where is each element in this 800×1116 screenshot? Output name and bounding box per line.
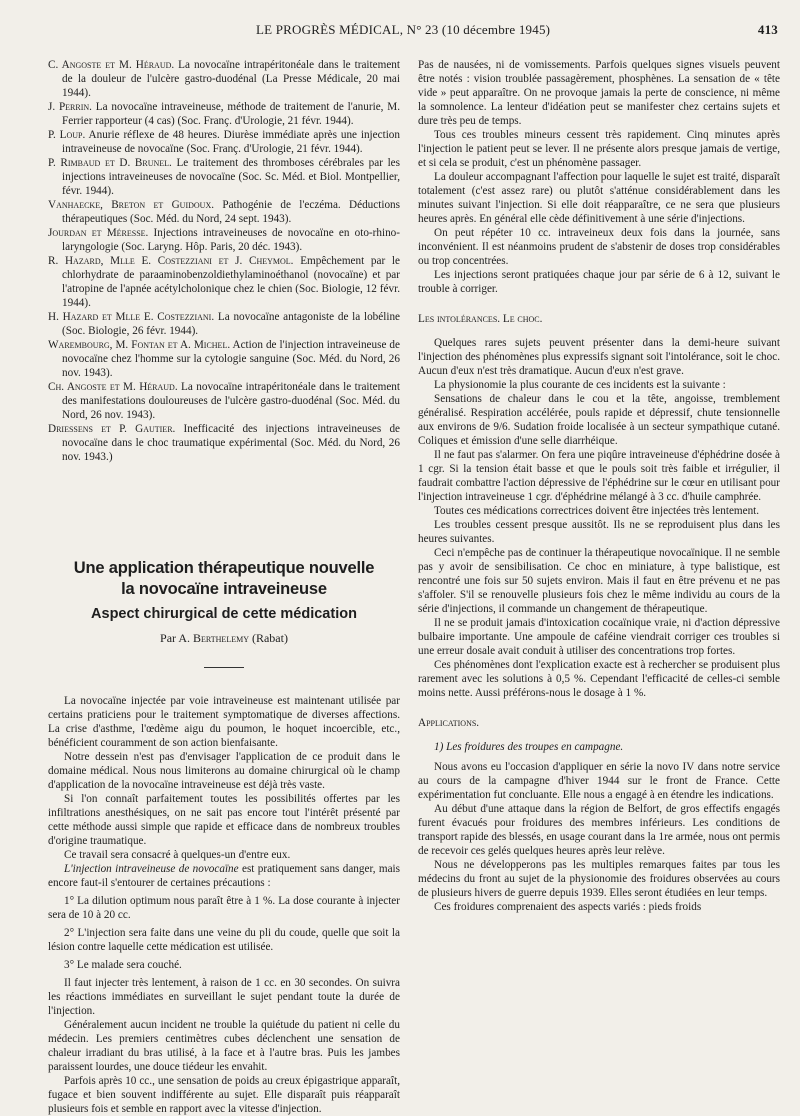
running-title: LE PROGRÈS MÉDICAL, N° 23 (10 décembre 1945) [256, 22, 551, 37]
reference-item: Ch. Angoste et M. Héraud. La novocaïne intrapéritonéale dans le traitement des manifestations douloureuses de l'ulcère gastro-duodénal (Soc. Méd. du Nord, 26 nov. 1943). [48, 381, 400, 421]
subsection-heading: 1) Les froidures des troupes en campagne. [434, 741, 624, 753]
article-heading [48, 558, 400, 668]
paragraph: Parfois après 10 cc., une sensation de poids au creux épigastrique apparaît, fugace et bien souvent indifférente au sujet. Elle disparaît puis réapparaît plusieurs fois et semble en rapport avec la vitesse d'injection. [48, 1075, 400, 1115]
article-byline: Par A. Berthelemy (Rabat) [160, 631, 288, 645]
paragraph: Ce travail sera consacré à quelques-un d'entre eux. [64, 849, 291, 861]
paragraph: Si l'on connaît parfaitement toutes les possibilités offertes par les infiltrations anesthésiques, on ne sait pas encore tout l'intérêt présenté par cette méthode aussi simple que rapide et efficace dans de nombreux troubles d'origine traumatique. [48, 793, 400, 847]
left-body-text [48, 694, 400, 1116]
paragraph: Généralement aucun incident ne trouble la quiétude du patient ni celle du médecin. Les premiers centimètres cubes déclenchent une sensation de chaleur irradiant du bras utilisé, à la face et à l'autre bras. Puis les jambes paraissent lourdes, une douce tiédeur les envahit. [48, 1019, 400, 1073]
page-number: 413 [757, 22, 778, 37]
paragraph: La douleur accompagnant l'affection pour laquelle le sujet est traité, disparaît totalement (c'est assez rare) ou plutôt s'atténue considérablement dans les minutes suivant l'injection. Si elle doit réapparaître, ce ne sera que plusieurs heures après. En général elle cède définitivement à une série d'injections. [418, 171, 780, 225]
reference-item: P. Rimbaud et D. Brunel. Le traitement des thromboses cérébrales par les injections intraveineuses de novocaïne (Soc. Sc. Méd. et Biol. Montpellier, févr. 1944). [48, 157, 400, 197]
references-list [48, 58, 400, 464]
paragraph: La novocaïne injectée par voie intraveineuse est maintenant utilisée par certains praticiens pour le traitement symptomatique de diverses affections. La crise d'asthme, l'œdème aigu du poumon, le hoquet incoercible, etc., bénéficient couramment de son action bienfaisante. [48, 695, 400, 749]
paragraph: Il ne faut pas s'alarmer. On fera une piqûre intraveineuse d'éphédrine dosée à 1 cgr. Si la tension était basse et que le pouls soit très faible et irrégulier, il faudrait combattre l'action dépressive de l'éphédrine sur le cœur en utilisant pour l'injection intraveineuse 1 cgr. d'éphédrine mélangé à 3 cc. d'huile camphrée. [418, 449, 780, 503]
paragraph: Pas de nausées, ni de vomissements. Parfois quelques signes visuels peuvent être notés : vision troublée passagèrement, phosphènes. La sensation de « tête vide » peut apparaître. On ne provoque jamais la perte de conscience, ni même la somnolence. La lenteur d'idéation peut se manifester chez certains sujets et dure très peu de temps. [418, 59, 780, 127]
section-heading-applications: Applications. [418, 717, 480, 729]
reference-item: Jourdan et Méresse. Injections intraveineuses de novocaïne en oto-rhino-laryngologie (Soc. Laryng. Hôp. Paris, 20 déc. 1943). [48, 227, 400, 253]
paragraph: Ces froidures comprenaient des aspects variés : pieds froids [434, 901, 702, 913]
paragraph: Il ne se produit jamais d'intoxication cocaïnique vraie, ni d'action dépressive bulbaire importante. Une ampoule de caféine viendrait corriger ces troubles si une erreur dosale avait conduit à utiliser des concentrations trop fortes. [418, 617, 780, 657]
title-divider [204, 667, 244, 668]
reference-item: Warembourg, M. Fontan et A. Michel. Action de l'injection intraveineuse de novocaïne chez l'homme sur la cytologie sanguine (Soc. Méd. du Nord, 26 nov. 1943). [48, 339, 400, 379]
right-column [418, 58, 780, 914]
paragraph: Les injections seront pratiquées chaque jour par série de 6 à 12, suivant le trouble à corriger. [418, 269, 780, 295]
reference-item: P. Loup. Anurie réflexe de 48 heures. Diurèse immédiate après une injection intraveineuse de novocaïne (Soc. Franç. d'Urologie, 21 févr. 1944). [48, 129, 400, 155]
article-title-line-1: Une application thérapeutique nouvelle [73, 559, 375, 577]
paragraph: 3° Le malade sera couché. [64, 959, 182, 971]
paragraph: 1° La dilution optimum nous paraît être à 1 %. La dose courante à injecter sera de 10 à 20 cc. [48, 895, 400, 921]
paragraph: On peut répéter 10 cc. intraveineux deux fois dans la journée, sans inconvénient. Il est néanmoins prudent de s'abstenir de doses trop considérables ou trop concentrées. [418, 227, 780, 267]
paragraph: Ces phénomènes dont l'explication exacte est à rechercher se produisent plus rarement avec les solutions à 0,5 %. Cependant l'efficacité de celles-ci semble moins nette. Aussi préférons-nous le dosage à 1 %. [418, 659, 780, 699]
reference-item: C. Angoste et M. Héraud. La novocaïne intrapéritonéale dans le traitement de la douleur de l'ulcère gastro-duodénal (La Presse Médicale, 20 mai 1944). [48, 59, 400, 99]
paragraph: Notre dessein n'est pas d'envisager l'application de ce produit dans le domaine médical. Nous nous limiterons au domaine chirurgical où le champ d'application de la novocaïne intraveineuse est déjà très vaste. [48, 751, 400, 791]
reference-item: H. Hazard et Mlle E. Costezziani. La novocaïne antagoniste de la lobéline (Soc. Biologie, 26 févr. 1944). [48, 311, 400, 337]
reference-item: J. Perrin. La novocaïne intraveineuse, méthode de traitement de l'anurie, M. Ferrier rapporteur (4 cas) (Soc. Franç. d'Urologie, 21 févr. 1944). [48, 101, 401, 127]
article-subtitle: Aspect chirurgical de cette médication [91, 606, 357, 622]
paragraph: La physionomie la plus courante de ces incidents est la suivante : [434, 379, 726, 391]
article-title-line-2: la novocaïne intraveineuse [121, 580, 327, 598]
paragraph: Tous ces troubles mineurs cessent très rapidement. Cinq minutes après l'injection le patient peut se lever. Il ne présente alors presque jamais de vertige, et si cela se produit, c'est un phénomène passager. [418, 129, 780, 169]
paragraph: Il faut injecter très lentement, à raison de 1 cc. en 30 secondes. On suivra les réactions immédiates en surveillant le sujet pendant toute la durée de l'injection. [48, 977, 400, 1017]
paragraph: Quelques rares sujets peuvent présenter dans la demi-heure suivant l'injection des phénomènes plus expressifs signant soit l'intolérance, soit le choc. Aucun d'eux n'est très dramatique. Aucun d'eux n'est grave. [418, 337, 780, 377]
paragraph: 2° L'injection sera faite dans une veine du pli du coude, quelle que soit la lésion contre laquelle cette médication est utilisée. [48, 927, 400, 953]
paragraph: Toutes ces médications correctrices doivent être injectées très lentement. [434, 505, 760, 517]
paragraph: Nous ne développerons pas les multiples remarques faites par tous les médecins du front au sujet de la physionomie des froidures observées au cours de plusieurs hivers de guerre depuis 1939. Elles seront étudiées en leur temps. [418, 859, 780, 899]
reference-item: Driessens et P. Gautier. Inefficacité des injections intraveineuses de novocaïne dans le choc traumatique expérimental (Soc. Méd. du Nord, 26 nov. 1943.) [48, 423, 401, 463]
paragraph: L'injection intraveineuse de novocaïne est pratiquement sans danger, mais encore faut-il s'entourer de certaines précautions : [48, 863, 401, 889]
reference-item: R. Hazard, Mlle E. Costezziani et J. Cheymol. Empêchement par le chlorhydrate de paraaminobenzoldiethylaminoéthanol (novocaïne) et par l'atropine de l'apnée acétylcholonique chez le chien (Soc. Biologie, 12 févr. 1944). [48, 255, 400, 309]
section-heading-intolerances: Les intolérances. Le choc. [418, 313, 543, 325]
paragraph: Les troubles cessent presque aussitôt. Ils ne se reproduisent plus dans les heures suivantes. [418, 519, 780, 545]
reference-item: Vanhaecke, Breton et Guidoux. Pathogénie de l'eczéma. Déductions thérapeutiques (Soc. Méd. du Nord, 24 sept. 1943). [48, 199, 400, 225]
paragraph: Nous avons eu l'occasion d'appliquer en série la novo IV dans notre service au cours de la campagne d'hiver 1944 sur le front de France. Cette expérimentation fut concluante. Elle nous a engagé à en étendre les indications. [418, 761, 780, 801]
paragraph: Ceci n'empêche pas de continuer la thérapeutique novocaïnique. Il ne semble pas y avoir de sensibilisation. Ce choc en miniature, à type balistique, est rencontré une fois sur 50 sujets environ. Mais il faut en être prévenu et ne pas s'affoler. S'il se renouvelle plusieurs fois chez le même individu au cours de la série d'injections, il commande un changement de thérapeutique. [418, 547, 780, 615]
paragraph: Sensations de chaleur dans le cou et la tête, angoisse, tremblement généralisé. Respiration accélérée, pouls rapide et dépressif, chute tensionnelle aux environs de 9/6. Sudation froide localisée à un secteur sympathique cutané. Coliques et émission d'une selle diarrhéique. [418, 393, 780, 447]
left-column [48, 58, 400, 1116]
paragraph: Au début d'une attaque dans la région de Belfort, de gros effectifs engagés furent évacués pour froidures des membres inférieurs. Les conditions de transport rapide des blessés, en usage courant dans la 1re armée, nous ont permis de recevoir ces gelés quelques heures après leur relève. [418, 803, 780, 857]
